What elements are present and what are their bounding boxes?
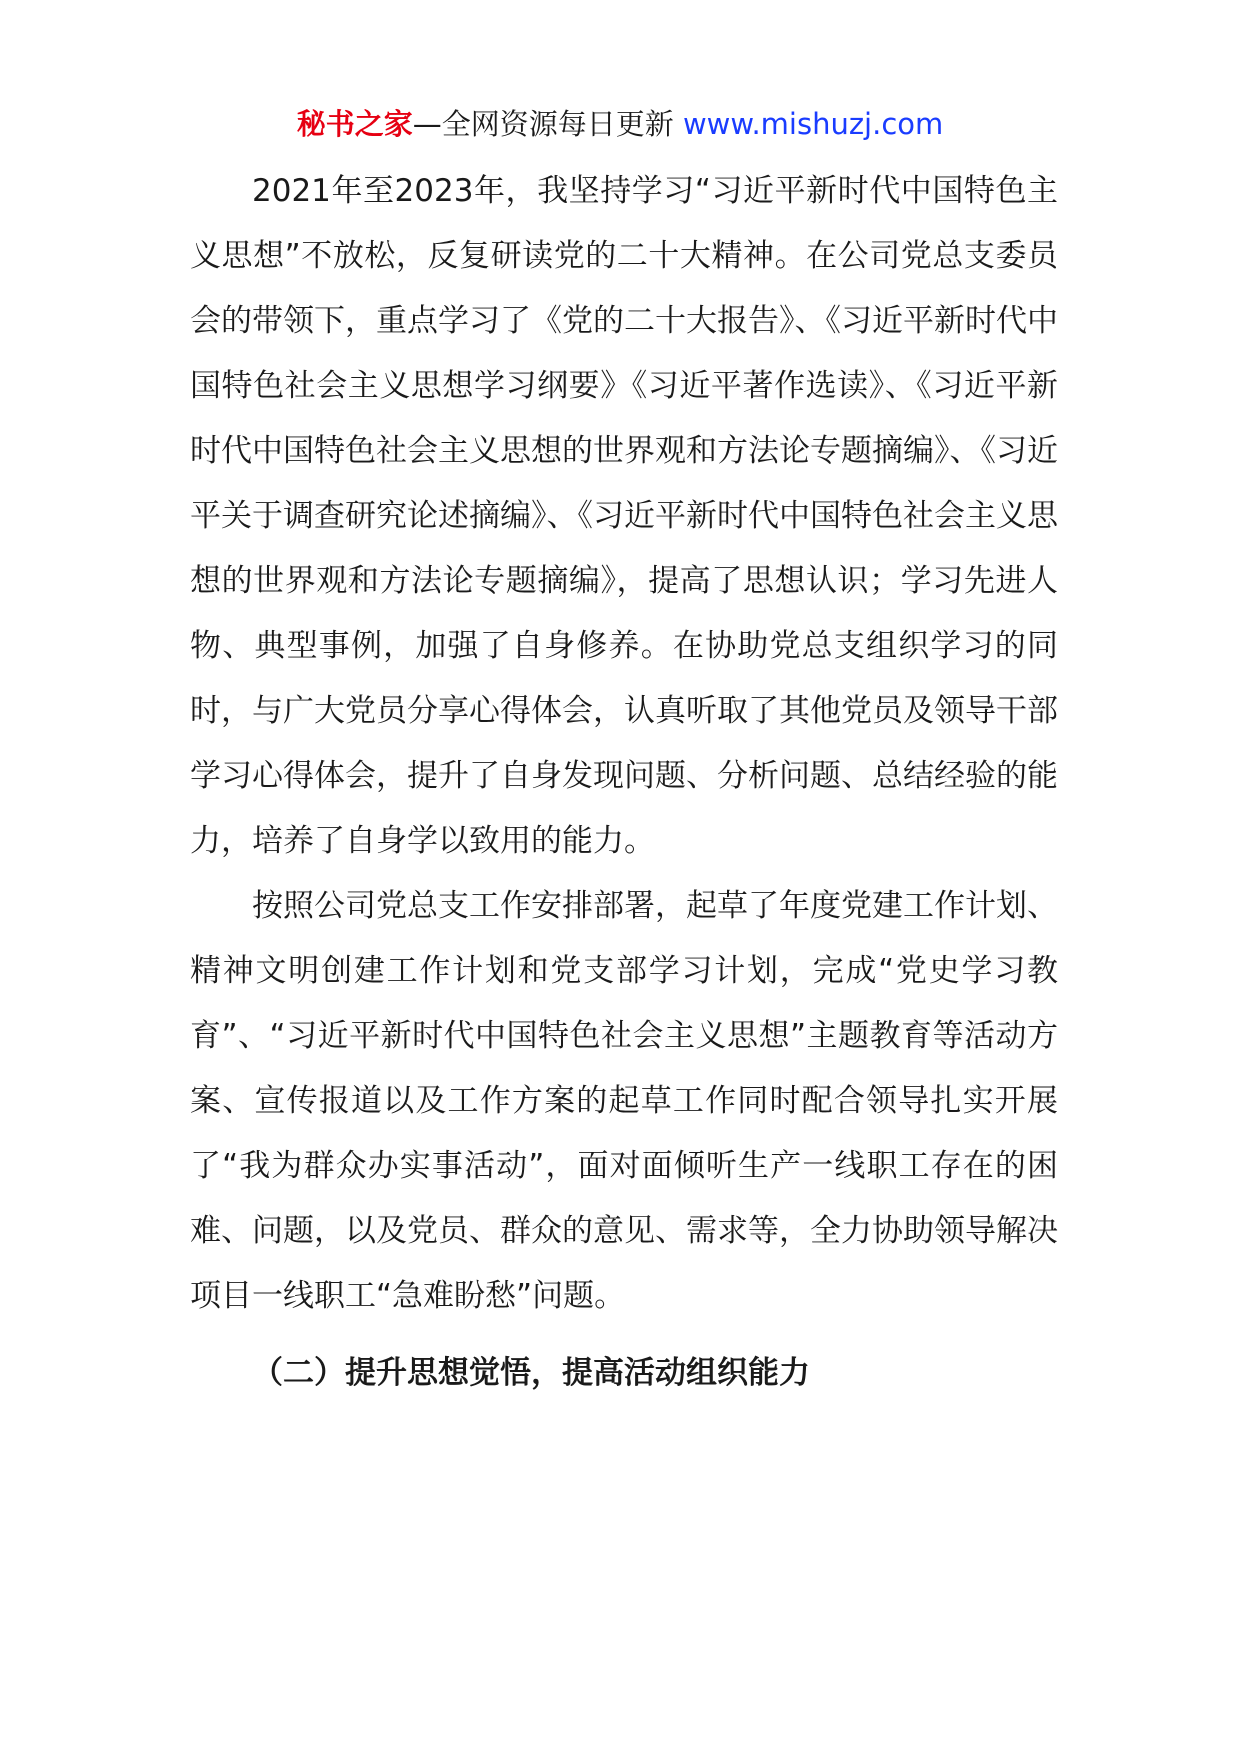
brand-tagline: —全网资源每日更新 xyxy=(412,107,683,141)
document-body xyxy=(190,159,1058,1406)
site-url-link[interactable]: www.mishuzj.com xyxy=(682,107,944,141)
site-watermark-header xyxy=(0,100,1240,148)
paragraph-study: 2021年至2023年，我坚持学习“习近平新时代中国特色主义思想”不放松，反复研读党的二十大精神。在公司党总支委员会的带领下，重点学习了《党的二十大报告》、《习近平新时代中国特色社会主义思想学习纲要》《习近平著作选读》、《习近平新时代中国特色社会主义思想的世界观和方法论专题摘编》、《习近平关于调查研究论述摘编》、《习近平新时代中国特色社会主义思想的世界观和方法论专题摘编》，提高了思想认识；学习先进人物、典型事例，加强了自身修养。在协助党总支组织学习的同时，与广大党员分享心得体会，认真听取了其他党员及领导干部学习心得体会，提升了自身发现问题、分析问题、总结经验的能力，培养了自身学以致用的能力。 xyxy=(190,173,1058,859)
brand-name: 秘书之家 xyxy=(296,107,413,141)
paragraph-work-plan: 按照公司党总支工作安排部署，起草了年度党建工作计划、精神文明创建工作计划和党支部学习计划，完成“党史学习教育”、“习近平新时代中国特色社会主义思想”主题教育等活动方案、宣传报道以及工作方案的起草工作同时配合领导扎实开展了“我为群众办实事活动”，面对面倾听生产一线职工存在的困难、问题，以及党员、群众的意见、需求等，全力协助领导解决项目一线职工“急难盼愁”问题。 xyxy=(190,888,1058,1314)
section-heading: （二）提升思想觉悟，提高活动组织能力 xyxy=(252,1355,810,1391)
